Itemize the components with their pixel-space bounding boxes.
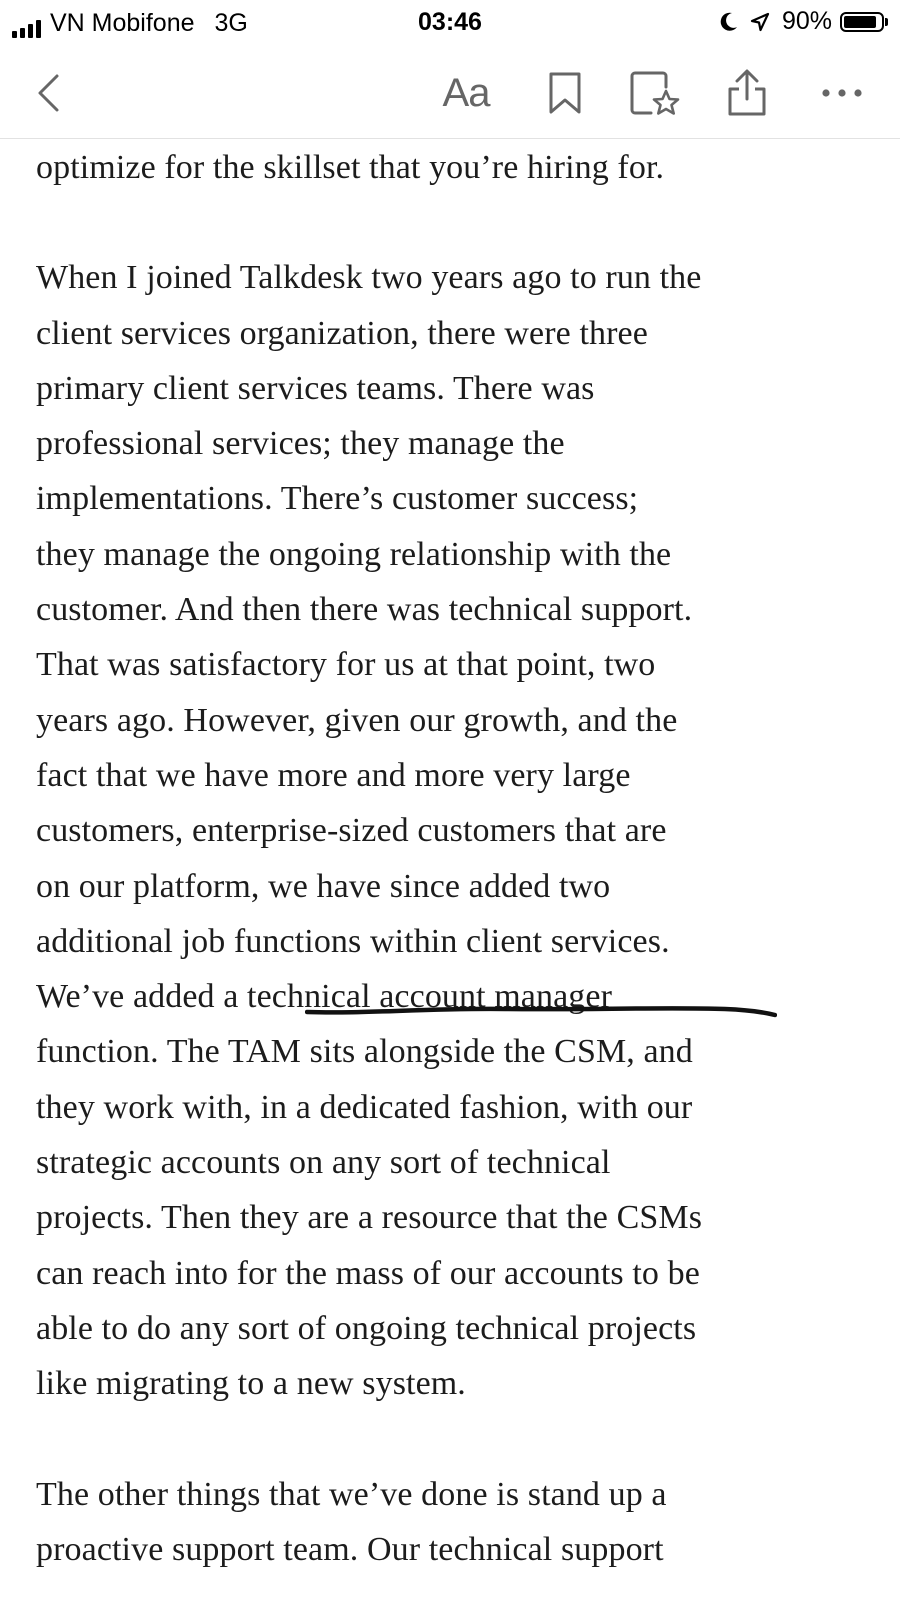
- article-line: fact that we have more and more very large: [36, 756, 631, 794]
- carrier-name: VN Mobifone: [50, 9, 195, 37]
- bookmark-star-icon: [629, 69, 681, 117]
- article-line: optimize for the skillset that you’re hiring for.: [36, 149, 665, 186]
- article-line: The other things that we’ve done is stand up a: [36, 1475, 667, 1513]
- article-line: When I joined Talkdesk two years ago to run the: [36, 259, 702, 297]
- ink-underline-annotation: [305, 1003, 777, 1023]
- battery-percent: 90%: [781, 7, 832, 35]
- article-line: client services organization, there were three: [36, 314, 648, 352]
- favorite-button[interactable]: [628, 48, 682, 138]
- article-line: they manage the ongoing relationship with the: [36, 535, 672, 573]
- article-line: That was satisfactory for us at that point, two: [36, 646, 656, 684]
- status-right: [720, 7, 888, 36]
- reader-toolbar: [0, 48, 900, 139]
- article-line-underlined: We’ve added a technical account manager: [36, 978, 613, 1016]
- article-line: they work with, in a dedicated fashion, with our: [36, 1088, 693, 1126]
- more-dots-icon: [820, 88, 864, 98]
- bookmark-icon: [548, 71, 582, 115]
- chevron-left-icon: [35, 73, 61, 113]
- status-time: 03:46: [418, 8, 482, 36]
- article-paragraph: [36, 1467, 866, 1578]
- network-type: 3G: [214, 9, 248, 37]
- article-line: primary client services teams. There was: [36, 369, 595, 407]
- status-bar: [0, 0, 900, 46]
- article-line: able to do any sort of ongoing technical projects: [36, 1309, 697, 1347]
- article-line: strategic accounts on any sort of technical: [36, 1144, 611, 1182]
- article-line: function. The TAM sits alongside the CSM, and: [36, 1033, 693, 1071]
- article-line: projects. Then they are a resource that the CSMs: [36, 1199, 703, 1237]
- back-button[interactable]: [28, 48, 68, 138]
- battery-cap: [885, 18, 888, 26]
- location-arrow-icon: [750, 12, 770, 32]
- article-body: [36, 140, 866, 1577]
- article-paragraph: [36, 250, 866, 1411]
- battery-icon: [840, 12, 884, 32]
- moon-icon: [720, 12, 738, 32]
- article-line: customers, enterprise-sized customers that are: [36, 812, 667, 850]
- more-button[interactable]: [812, 48, 872, 138]
- article-line: like migrating to a new system.: [36, 1365, 466, 1403]
- article-line: professional services; they manage the: [36, 425, 565, 463]
- share-icon: [725, 69, 769, 117]
- article-line: on our platform, we have since added two: [36, 867, 611, 905]
- article-paragraph: [36, 140, 866, 195]
- article-line: implementations. There’s customer success;: [36, 480, 639, 518]
- article-line: additional job functions within client services.: [36, 922, 670, 960]
- article-line: can reach into for the mass of our accounts to be: [36, 1254, 700, 1292]
- article-line: proactive support team. Our technical support: [36, 1530, 664, 1568]
- article-line: years ago. However, given our growth, and the: [36, 701, 678, 739]
- share-button[interactable]: [722, 48, 772, 138]
- battery-level-fill: [844, 16, 876, 28]
- text-size-button[interactable]: Aa: [442, 70, 490, 115]
- article-line: customer. And then there was technical support.: [36, 591, 693, 629]
- bookmark-button[interactable]: [540, 48, 590, 138]
